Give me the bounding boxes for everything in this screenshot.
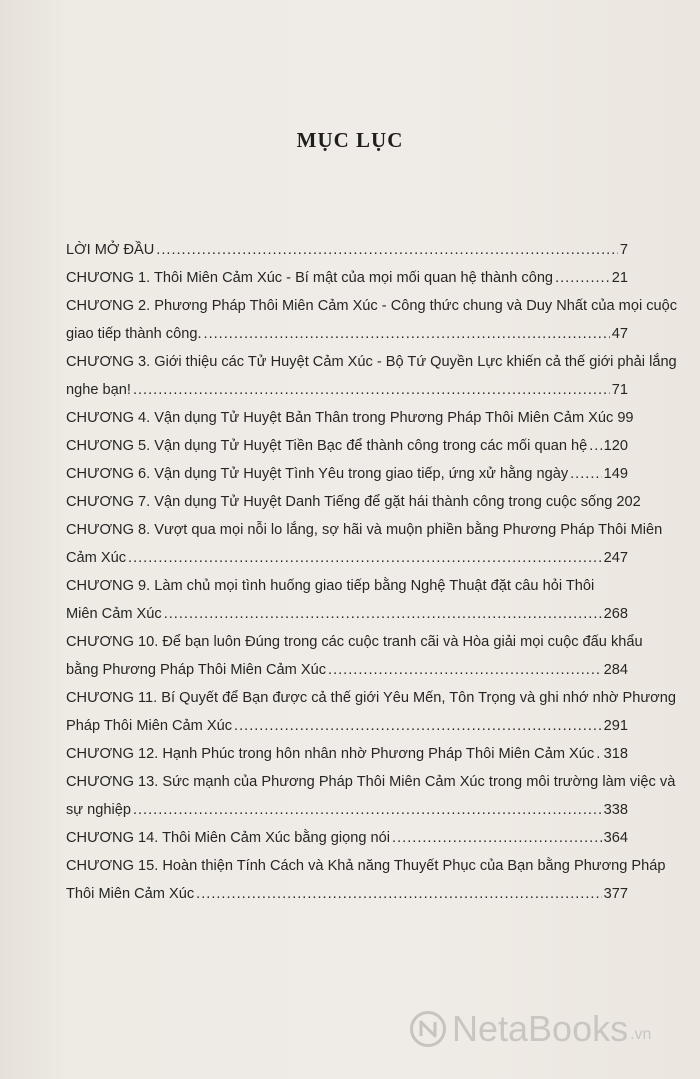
toc-entry-title-line: CHƯƠNG 1. Thôi Miên Cảm Xúc - Bí mật của mọi mối quan hệ thành công [66, 270, 554, 286]
toc-entry-page-number: 268 [603, 606, 628, 622]
toc-entry-row [66, 376, 628, 404]
toc-entry-page-number: 338 [603, 802, 628, 818]
toc-entry-title-line: CHƯƠNG 2. Phương Pháp Thôi Miên Cảm Xúc - Công thức chung và Duy Nhất của mọi cuộc [66, 298, 678, 314]
dot-leader [164, 600, 602, 628]
toc-entry-title-line: Cảm Xúc [66, 550, 127, 566]
toc-entry [66, 572, 628, 628]
toc-entry-page-number: 202 [616, 494, 641, 510]
toc-entry-page-number: 71 [611, 382, 628, 398]
toc-entry-row [66, 488, 641, 516]
toc-entry-row [66, 264, 628, 292]
toc-entry-title-line: CHƯƠNG 4. Vận dụng Tử Huyệt Bản Thân trong Phương Pháp Thôi Miên Cảm Xúc [66, 410, 614, 426]
toc-entry-title-line: CHƯƠNG 10. Để bạn luôn Đúng trong các cuộc tranh cãi và Hòa giải mọi cuộc đấu khẩu [66, 634, 643, 650]
toc-entry-title-line: giao tiếp thành công. [66, 326, 202, 342]
toc-entry [66, 824, 628, 852]
dot-leader [596, 740, 601, 768]
dot-leader [196, 880, 601, 908]
toc-entry-row [66, 712, 628, 740]
toc-entry-title-line: CHƯƠNG 14. Thôi Miên Cảm Xúc bằng giọng nói [66, 830, 391, 846]
page-title: MỤC LỤC [296, 128, 404, 152]
toc-entry-row [66, 236, 628, 264]
toc-entry-page-number: 377 [603, 886, 628, 902]
toc-entry-page-number: 318 [603, 746, 628, 762]
toc-entry-row [66, 824, 628, 852]
toc-entry-page-number: 99 [617, 410, 634, 426]
toc-entry-title-line: LỜI MỞ ĐẦU [66, 242, 155, 258]
toc-entry-title-line: CHƯƠNG 9. Làm chủ mọi tình huống giao tiếp bằng Nghệ Thuật đặt câu hỏi Thôi [66, 578, 595, 594]
toc-entry-page-number: 284 [603, 662, 628, 678]
toc-entry-title-line: bằng Phương Pháp Thôi Miên Cảm Xúc [66, 662, 327, 678]
dot-leader [589, 432, 601, 460]
toc-entry-title-line: CHƯƠNG 15. Hoàn thiện Tính Cách và Khả năng Thuyết Phục của Bạn bằng Phương Pháp [66, 858, 666, 874]
toc-entry-row [66, 404, 634, 432]
toc-entry-page-number: 364 [603, 830, 628, 846]
toc-entry-page-number: 47 [611, 326, 628, 342]
toc-entry [66, 768, 676, 824]
toc-entry-title-line: CHƯƠNG 7. Vận dụng Tử Huyệt Danh Tiếng để gặt hái thành công trong cuộc sống [66, 494, 613, 510]
dot-leader [392, 824, 602, 852]
toc-entry [66, 740, 628, 768]
dot-leader [133, 376, 610, 404]
toc-entry [66, 488, 641, 516]
toc-entry-title-line: Miên Cảm Xúc [66, 606, 162, 622]
toc-entry [66, 852, 666, 908]
toc-entry [66, 348, 677, 404]
toc-entry-page-number: 291 [603, 718, 628, 734]
toc-entry-row [66, 320, 628, 348]
toc-entry-page-number: 21 [611, 270, 628, 286]
toc-entry [66, 460, 628, 488]
toc-entry [66, 516, 663, 572]
toc-entry-row [66, 880, 628, 908]
toc-entry [66, 236, 628, 264]
watermark-brand: NetaBooks [452, 1008, 629, 1049]
toc-entry-title-line: CHƯƠNG 13. Sức mạnh của Phương Pháp Thôi Miên Cảm Xúc trong môi trường làm việc và [66, 774, 676, 790]
watermark-suffix: .vn [630, 1026, 652, 1043]
toc-entry-title-line: CHƯƠNG 3. Giới thiệu các Tử Huyệt Cảm Xúc - Bộ Tứ Quyền Lực khiến cả thế giới phải lắng [66, 354, 677, 370]
toc-entry-page-number: 7 [619, 242, 628, 258]
toc-entry [66, 404, 634, 432]
dot-leader [328, 656, 602, 684]
dot-leader [128, 544, 602, 572]
toc-entry-row [66, 432, 628, 460]
toc-entry-row [66, 460, 628, 488]
dot-leader [133, 796, 602, 824]
toc-entry-page-number: 149 [603, 466, 628, 482]
toc-entry-title-line: nghe bạn! [66, 382, 131, 398]
toc-entry [66, 264, 628, 292]
toc-entry-row [66, 796, 628, 824]
table-of-contents [66, 236, 678, 908]
watermark [410, 1008, 651, 1050]
toc-entry-title-line: Thôi Miên Cảm Xúc [66, 886, 195, 902]
toc-entry-row [66, 544, 628, 572]
toc-entry [66, 684, 676, 740]
dot-leader [570, 460, 602, 488]
toc-entry-title-line: CHƯƠNG 12. Hạnh Phúc trong hôn nhân nhờ Phương Pháp Thôi Miên Cảm Xúc [66, 746, 595, 762]
toc-entry-title-line: CHƯƠNG 6. Vận dụng Tử Huyệt Tình Yêu trong giao tiếp, ứng xử hằng ngày [66, 466, 569, 482]
toc-entry-page-number: 120 [603, 438, 628, 454]
dot-leader [204, 320, 610, 348]
toc-entry-title-line: CHƯƠNG 11. Bí Quyết để Bạn được cả thế giới Yêu Mến, Tôn Trọng và ghi nhớ nhờ Phương [66, 690, 676, 706]
toc-entry-row [66, 656, 628, 684]
toc-entry [66, 432, 628, 460]
toc-entry-title-line: CHƯƠNG 8. Vượt qua mọi nỗi lo lắng, sợ hãi và muộn phiền bằng Phương Pháp Thôi Miên [66, 522, 663, 538]
dot-leader [234, 712, 602, 740]
toc-entry [66, 292, 678, 348]
toc-entry-title-line: CHƯƠNG 5. Vận dụng Tử Huyệt Tiền Bạc để thành công trong các mối quan hệ [66, 438, 588, 454]
toc-entry-row [66, 740, 628, 768]
toc-entry-title-line: sự nghiệp [66, 802, 131, 818]
dot-leader [156, 236, 618, 264]
toc-entry-row [66, 600, 628, 628]
toc-entry [66, 628, 643, 684]
toc-entry-page-number: 247 [603, 550, 628, 566]
toc-entry-title-line: Pháp Thôi Miên Cảm Xúc [66, 718, 233, 734]
dot-leader [555, 264, 610, 292]
netabooks-logo-icon [410, 1011, 446, 1047]
